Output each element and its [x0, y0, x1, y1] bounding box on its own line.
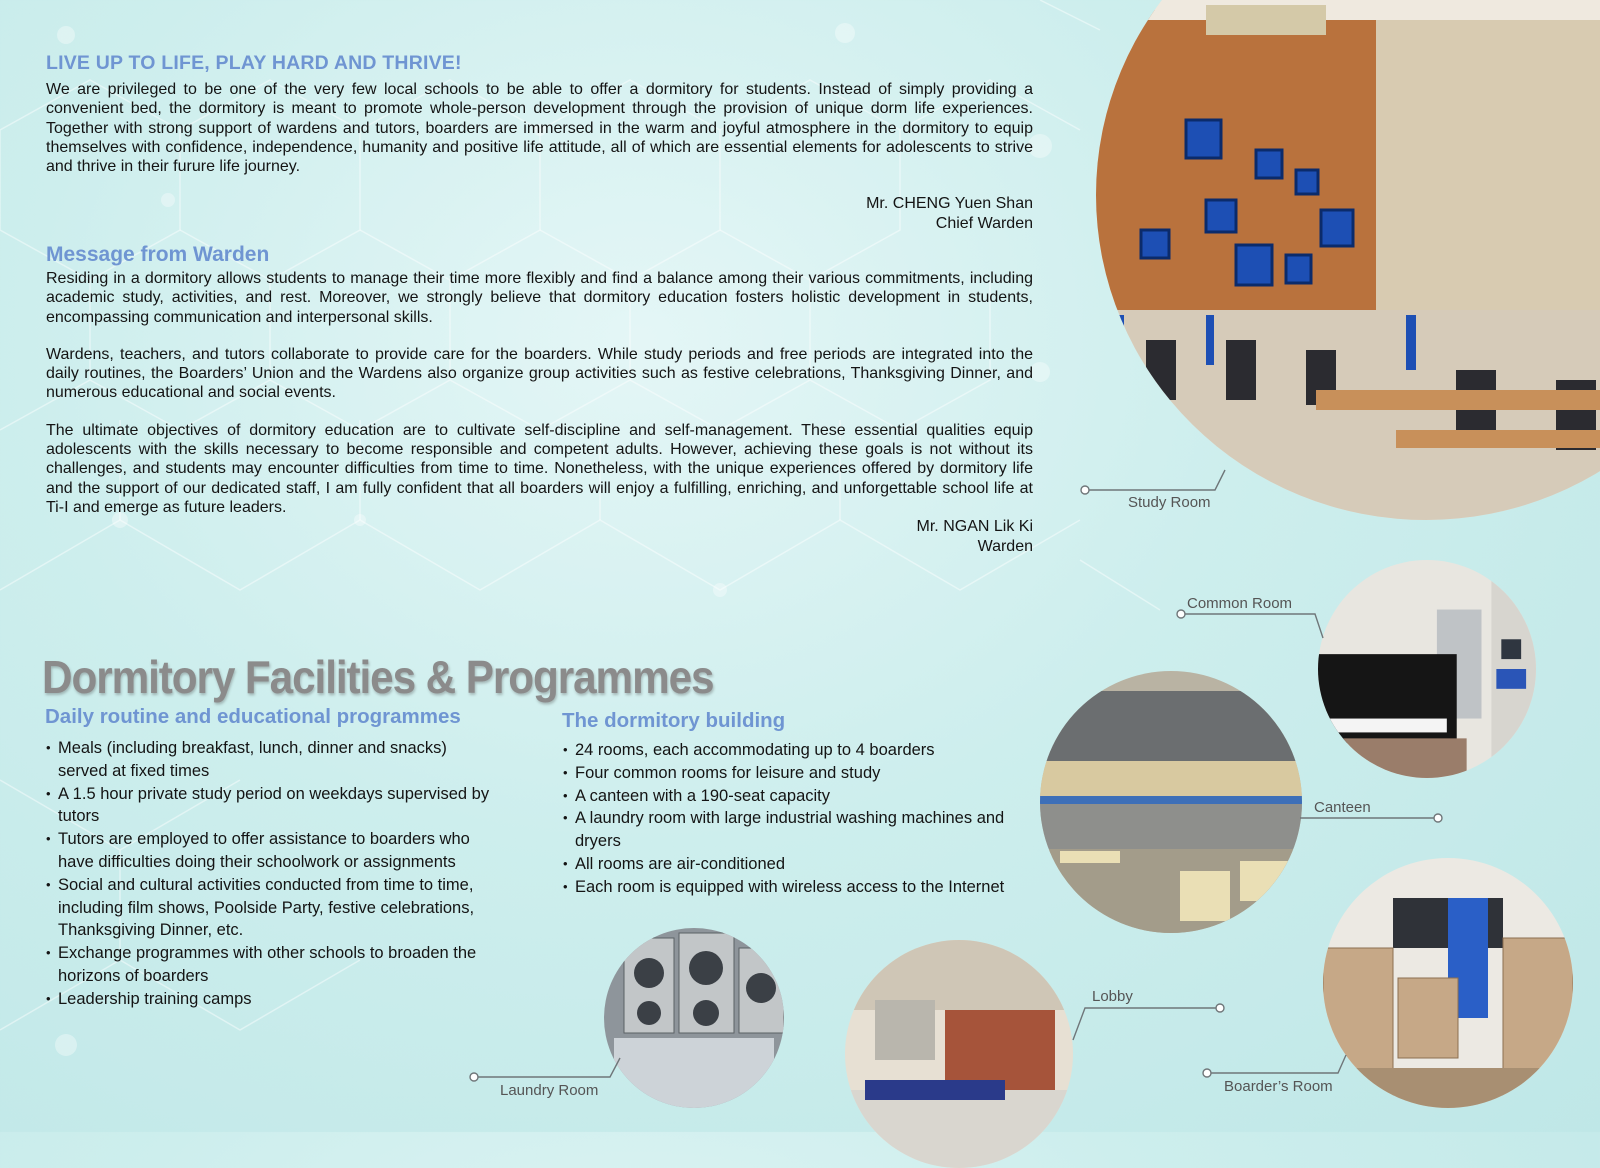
lobby-label: Lobby [1092, 988, 1133, 1005]
warden-signature [46, 517, 1033, 556]
canteen-label: Canteen [1314, 799, 1371, 816]
common-room-label: Common Room [1187, 595, 1293, 612]
intro-paragraph: We are privileged to be one of the very few local schools to be able to offer a dormitory for students. Instead of simply providing a convenient bed, the dormitory is meant to promote whole-person development through the provision of unique dorm life experiences. Together with strong support of wardens and tutors, boarders are immersed in the warm and joyful atmosphere in the dormitory to equip themselves with confidence, independence, humanity and positive life attitude, all of which are essential elements for adolescents to strive and thrive in their furure life journey. [46, 81, 1033, 176]
list-item: • Leadership training camps [45, 988, 500, 1011]
signature-title: Chief Warden [935, 214, 1033, 232]
list-item: • Four common rooms for leisure and study [562, 762, 1027, 785]
canteen-photo [1040, 671, 1302, 933]
intro-title: LIVE UP TO LIFE, PLAY HARD AND THRIVE! [46, 52, 462, 74]
list-item: • Each room is equipped with wireless access to the Internet [562, 876, 1027, 899]
warden-paragraph-3: The ultimate objectives of dormitory education are to cultivate self-discipline and self-management. These essential qualities equip adolescents with the skills necessary to become responsible and competent adults. However, achieving these goals is not without its challenges, and students may encounter difficulties from time to time. Nonetheless, with the unique experiences offered by dormitory life and the support of our dedicated staff, I am fully confident that all boarders will enjoy a fulfilling, enriching, and unforgettable school life at Ti-I and emerge as future leaders. [46, 421, 1033, 516]
lobby-photo [845, 940, 1073, 1168]
routine-title: Daily routine and educational programmes [45, 705, 461, 728]
common-room-photo [1318, 560, 1536, 778]
routine-list [45, 737, 500, 1011]
signature-name: Mr. CHENG Yuen Shan [866, 195, 1033, 213]
list-item: • Tutors are employed to offer assistance to boarders who have difficulties doing their schoolwork or assignments [45, 828, 500, 874]
building-column [562, 709, 1032, 899]
routine-column [45, 705, 545, 1011]
study-room-label: Study Room [1128, 494, 1211, 511]
intro-signature [46, 194, 1033, 233]
intro-section [46, 52, 1033, 233]
warden-paragraph-1: Residing in a dormitory allows students to manage their time more flexibly and find a balance among their various commitments, including academic study, activities, and rest. Moreover, we strongly believe that dormitory education fosters holistic development in students, encompassing communication and interpersonal skills. [46, 270, 1033, 326]
building-list [562, 739, 1027, 899]
list-item: • Exchange programmes with other schools to broaden the horizons of boarders [45, 942, 500, 988]
boarders-room-label: Boarder’s Room [1224, 1078, 1333, 1095]
list-item: • Social and cultural activities conducted from time to time, including film shows, Poolside Party, festive celebrations, Thanksgiving Dinner, etc. [45, 874, 500, 942]
list-item: • A laundry room with large industrial washing machines and dryers [562, 807, 1027, 853]
boarders-room-photo [1323, 858, 1573, 1108]
list-item: • Meals (including breakfast, lunch, dinner and snacks) served at fixed times [45, 737, 500, 783]
list-item: • A canteen with a 190-seat capacity [562, 785, 1027, 808]
facilities-title: Dormitory Facilities & Programmes [42, 651, 714, 703]
signature-title: Warden [977, 537, 1033, 555]
list-item: • All rooms are air-conditioned [562, 853, 1027, 876]
warden-paragraph-2: Wardens, teachers, and tutors collaborate to provide care for the boarders. While study periods and free periods are integrated into the daily routines, the Boarders’ Union and the Wardens also organize group activities such as festive celebrations, Thanksgiving Dinner, and numerous educational and social events. [46, 345, 1033, 402]
laundry-room-photo [604, 928, 784, 1108]
building-title: The dormitory building [562, 709, 786, 732]
list-item: • A 1.5 hour private study period on weekdays supervised by tutors [45, 783, 500, 829]
signature-name: Mr. NGAN Lik Ki [916, 518, 1033, 536]
warden-message-title: Message from Warden [46, 243, 270, 266]
warden-message-section [46, 243, 1033, 556]
list-item: • 24 rooms, each accommodating up to 4 boarders [562, 739, 1027, 762]
laundry-room-label: Laundry Room [500, 1082, 599, 1099]
